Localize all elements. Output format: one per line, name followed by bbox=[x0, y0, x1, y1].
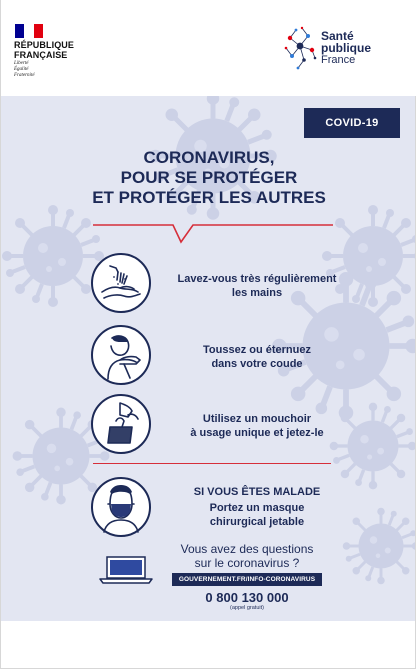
french-flag-icon bbox=[15, 24, 43, 38]
agency-line1: Santé bbox=[321, 29, 354, 43]
headline-line1: CORONAVIRUS, bbox=[143, 148, 275, 167]
headline-line3: ET PROTÉGER LES AUTRES bbox=[92, 188, 326, 207]
sante-publique-france-name bbox=[321, 30, 371, 66]
gesture-tissue-text bbox=[157, 412, 357, 440]
phone-note: (appel gratuit) bbox=[230, 605, 264, 611]
motto-egalite: Égalité bbox=[14, 67, 29, 72]
gesture-2-line1: Toussez ou éternuez bbox=[203, 344, 311, 356]
laptop-icon bbox=[96, 555, 156, 585]
gesture-1-line2: les mains bbox=[231, 287, 283, 299]
republique-title-line1: RÉPUBLIQUE bbox=[14, 40, 75, 50]
agency-line2: publique bbox=[321, 41, 371, 55]
questions-line2: sur le coronavirus ? bbox=[194, 556, 300, 570]
section-divider bbox=[93, 463, 331, 464]
questions-text bbox=[167, 542, 327, 570]
gesture-3-line2: à usage unique et jetez-le bbox=[190, 427, 324, 439]
motto-liberte: Liberté bbox=[14, 61, 29, 66]
headline-line2: POUR SE PROTÉGER bbox=[120, 168, 298, 187]
hand-washing-icon bbox=[90, 252, 152, 314]
sante-publique-france-logo-icon bbox=[282, 24, 318, 78]
republique-title-line2: FRANÇAISE bbox=[14, 50, 68, 60]
sick-mask-text bbox=[157, 501, 357, 529]
main-panel bbox=[1, 96, 415, 621]
gesture-wash-hands-text bbox=[157, 272, 357, 300]
sick-title: SI VOUS ÊTES MALADE bbox=[193, 486, 321, 498]
agency-line3: France bbox=[321, 54, 356, 66]
sick-line1: Portez un masque bbox=[209, 502, 305, 514]
phone-number: 0 800 130 000 bbox=[205, 590, 289, 605]
gesture-cough-elbow-text bbox=[157, 343, 357, 371]
sick-line2: chirurgical jetable bbox=[209, 516, 305, 528]
header bbox=[1, 0, 416, 96]
motto-fraternite: Fraternité bbox=[14, 73, 35, 78]
republique-francaise-logo bbox=[14, 40, 74, 60]
questions-line1: Vous avez des questions bbox=[180, 542, 314, 556]
mask-face-icon bbox=[90, 476, 152, 538]
cough-elbow-icon bbox=[90, 324, 152, 386]
gesture-2-line2: dans votre coude bbox=[211, 358, 303, 370]
republique-motto bbox=[14, 61, 35, 79]
gesture-3-line1: Utilisez un mouchoir bbox=[202, 413, 312, 425]
tissue-icon bbox=[90, 393, 152, 455]
gesture-1-line1: Lavez-vous très régulièrement bbox=[177, 273, 337, 285]
info-coronavirus-link[interactable]: GOUVERNEMENT.FR/INFO-CORONAVIRUS bbox=[172, 573, 322, 586]
covid-badge: COVID-19 bbox=[304, 108, 400, 138]
